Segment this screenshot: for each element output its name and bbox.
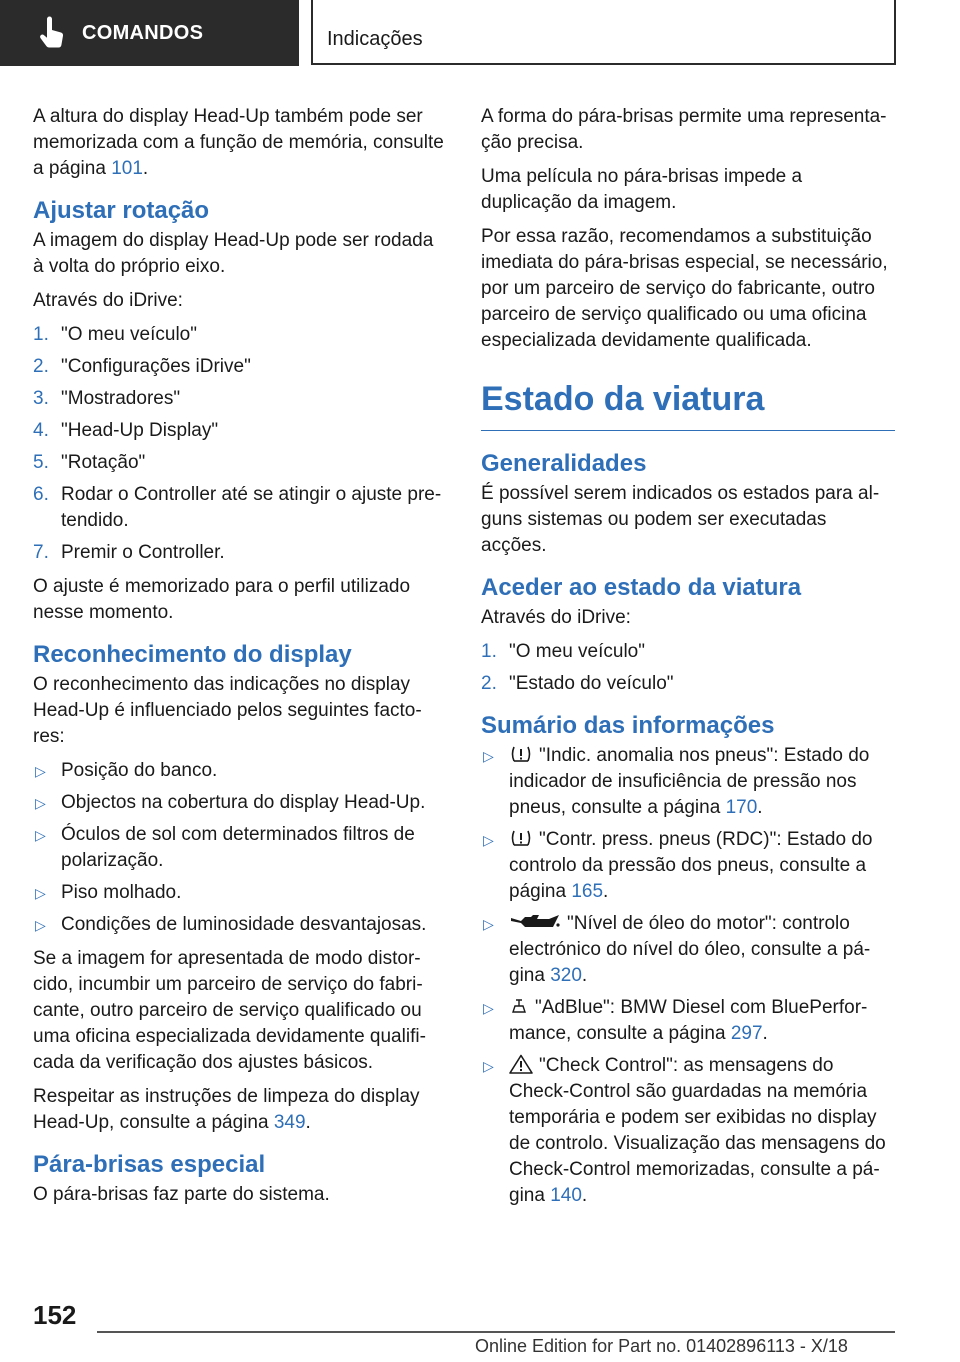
triangle-bullet-icon: ▷ [483, 832, 494, 848]
adblue-icon [509, 996, 529, 1016]
warning-triangle-icon [509, 1054, 533, 1074]
page-link[interactable]: 140 [550, 1185, 582, 1206]
step-list [481, 639, 895, 697]
page-number: 152 [33, 1300, 77, 1330]
list-item: ▷ Piso molhado. [33, 880, 447, 906]
footer-divider [97, 1331, 895, 1333]
triangle-bullet-icon: ▷ [483, 1000, 494, 1016]
triangle-bullet-icon: ▷ [35, 885, 46, 901]
info-list [481, 743, 895, 1209]
paragraph: A imagem do display Head-Up pode ser rodada à volta do próprio eixo. [33, 230, 434, 277]
triangle-bullet-icon: ▷ [35, 827, 46, 843]
bullet-list [33, 758, 447, 938]
paragraph: A forma do pára-brisas permite uma representa-ção precisa. [481, 106, 887, 153]
list-item: 1. "O meu veículo" [481, 641, 645, 662]
triangle-bullet-icon: ▷ [483, 1058, 494, 1074]
list-item: ▷ Óculos de sol com determinados filtros de polarização. [35, 824, 415, 871]
list-item: ▷ "Contr. press. pneus (RDC)": Estado do controlo da pressão dos pneus, consulte a página 165. [483, 829, 873, 902]
list-item: 5. "Rotação" [33, 452, 146, 473]
paragraph: Se a imagem for apresentada de modo distor-cido, incumbir um parceiro de serviço do fabri-cante, outro parceiro de serviço qualificado ou uma oficina especializada devidamente qualifi-cada da verificação dos ajustes básicos. [33, 948, 426, 1073]
paragraph: O pára-brisas faz parte do sistema. [33, 1184, 330, 1205]
list-item: ▷ "Indic. anomalia nos pneus": Estado do indicador de insuficiência de pressão nos pneus, consulte a página 170. [483, 745, 870, 818]
page-link[interactable]: 320 [550, 965, 582, 986]
paragraph: Por essa razão, recomendamos a substituição imediata do pára-brisas especial, se necessário, por um parceiro de serviço do fabricante, outro parceiro de serviço qualificado ou uma oficina especializada devidamente qualificada. [481, 226, 888, 351]
section-box [311, 0, 896, 65]
heading-recognition: Reconhecimento do display [33, 641, 352, 668]
list-item: ▷ "Nível de óleo do motor": controlo electrónico do nível do óleo, consulte a pá-gina 320. [483, 913, 871, 986]
triangle-bullet-icon: ▷ [483, 748, 494, 764]
paragraph: Respeitar as instruções de limpeza do display Head-Up, consulte a página 349. [33, 1086, 420, 1133]
edition-text: Online Edition for Part no. 01402896113 - X/18 [475, 1336, 848, 1356]
heading-rotation: Ajustar rotação [33, 197, 210, 224]
chapter-label: COMANDOS [82, 21, 204, 44]
list-item: 6. Rodar o Controller até se atingir o ajuste pre-tendido. [33, 484, 442, 531]
paragraph: É possível serem indicados os estados para al-guns sistemas ou podem ser executadas acções. [481, 483, 880, 556]
page-link[interactable]: 297 [730, 1023, 763, 1044]
triangle-bullet-icon: ▷ [35, 795, 46, 811]
page-link[interactable]: 165 [571, 881, 604, 902]
heading-access-status: Aceder ao estado da viatura [481, 574, 802, 601]
heading-windscreen: Pára-brisas especial [33, 1151, 266, 1178]
section-title: Indicações [327, 28, 423, 50]
page-header [0, 0, 960, 66]
paragraph: A altura do display Head-Up também pode ser memorizada com a função de memória, consulte a página 101. [33, 106, 444, 179]
tire-pressure-warning-icon [509, 744, 533, 764]
step-list [33, 322, 447, 566]
list-item: ▷ Posição do banco. [33, 758, 447, 784]
chapter-tab [0, 0, 299, 66]
heading-summary: Sumário das informações [481, 712, 775, 739]
page-link[interactable]: 349 [273, 1112, 306, 1133]
chapter-heading: Estado da viatura [481, 378, 895, 431]
list-item: 2. "Configurações iDrive" [33, 356, 251, 377]
list-item: 1. "O meu veículo" [33, 324, 197, 345]
paragraph: O reconhecimento das indicações no display Head-Up é influenciado pelos seguintes facto-res: [33, 674, 422, 747]
tire-pressure-warning-icon [509, 828, 533, 848]
left-column [33, 104, 447, 1216]
paragraph: O ajuste é memorizado para o perfil utilizado nesse momento. [33, 576, 411, 623]
triangle-bullet-icon: ▷ [35, 763, 46, 779]
list-item: 4. "Head-Up Display" [33, 420, 219, 441]
heading-general: Generalidades [481, 450, 647, 477]
paragraph: Através do iDrive: [33, 290, 183, 311]
page-link[interactable]: 101 [111, 158, 143, 179]
list-item: ▷ "AdBlue": BMW Diesel com BluePerfor-mance, consulte a página 297. [483, 997, 868, 1044]
right-column [481, 104, 895, 1217]
pointing-hand-icon [36, 16, 66, 50]
list-item: ▷ Condições de luminosidade desvantajosas. [33, 912, 447, 938]
list-item: 2. "Estado do veículo" [481, 673, 674, 694]
page-link[interactable]: 170 [725, 797, 758, 818]
paragraph: Uma película no pára-brisas impede a duplicação da imagem. [481, 166, 803, 213]
list-item: 7. Premir o Controller. [33, 542, 225, 563]
list-item: ▷ Objectos na cobertura do display Head-Up. [33, 790, 447, 816]
paragraph: Através do iDrive: [481, 607, 631, 628]
triangle-bullet-icon: ▷ [35, 917, 46, 933]
oil-can-icon [509, 912, 561, 932]
list-item: 3. "Mostradores" [33, 388, 181, 409]
list-item: ▷ "Check Control": as mensagens do Check-Control são guardadas na memória temporária e podem ser exibidas no display de controlo. Visualização das mensagens do Check-Control memorizadas, consulte a pá-gina 140. [483, 1055, 886, 1206]
triangle-bullet-icon: ▷ [483, 916, 494, 932]
